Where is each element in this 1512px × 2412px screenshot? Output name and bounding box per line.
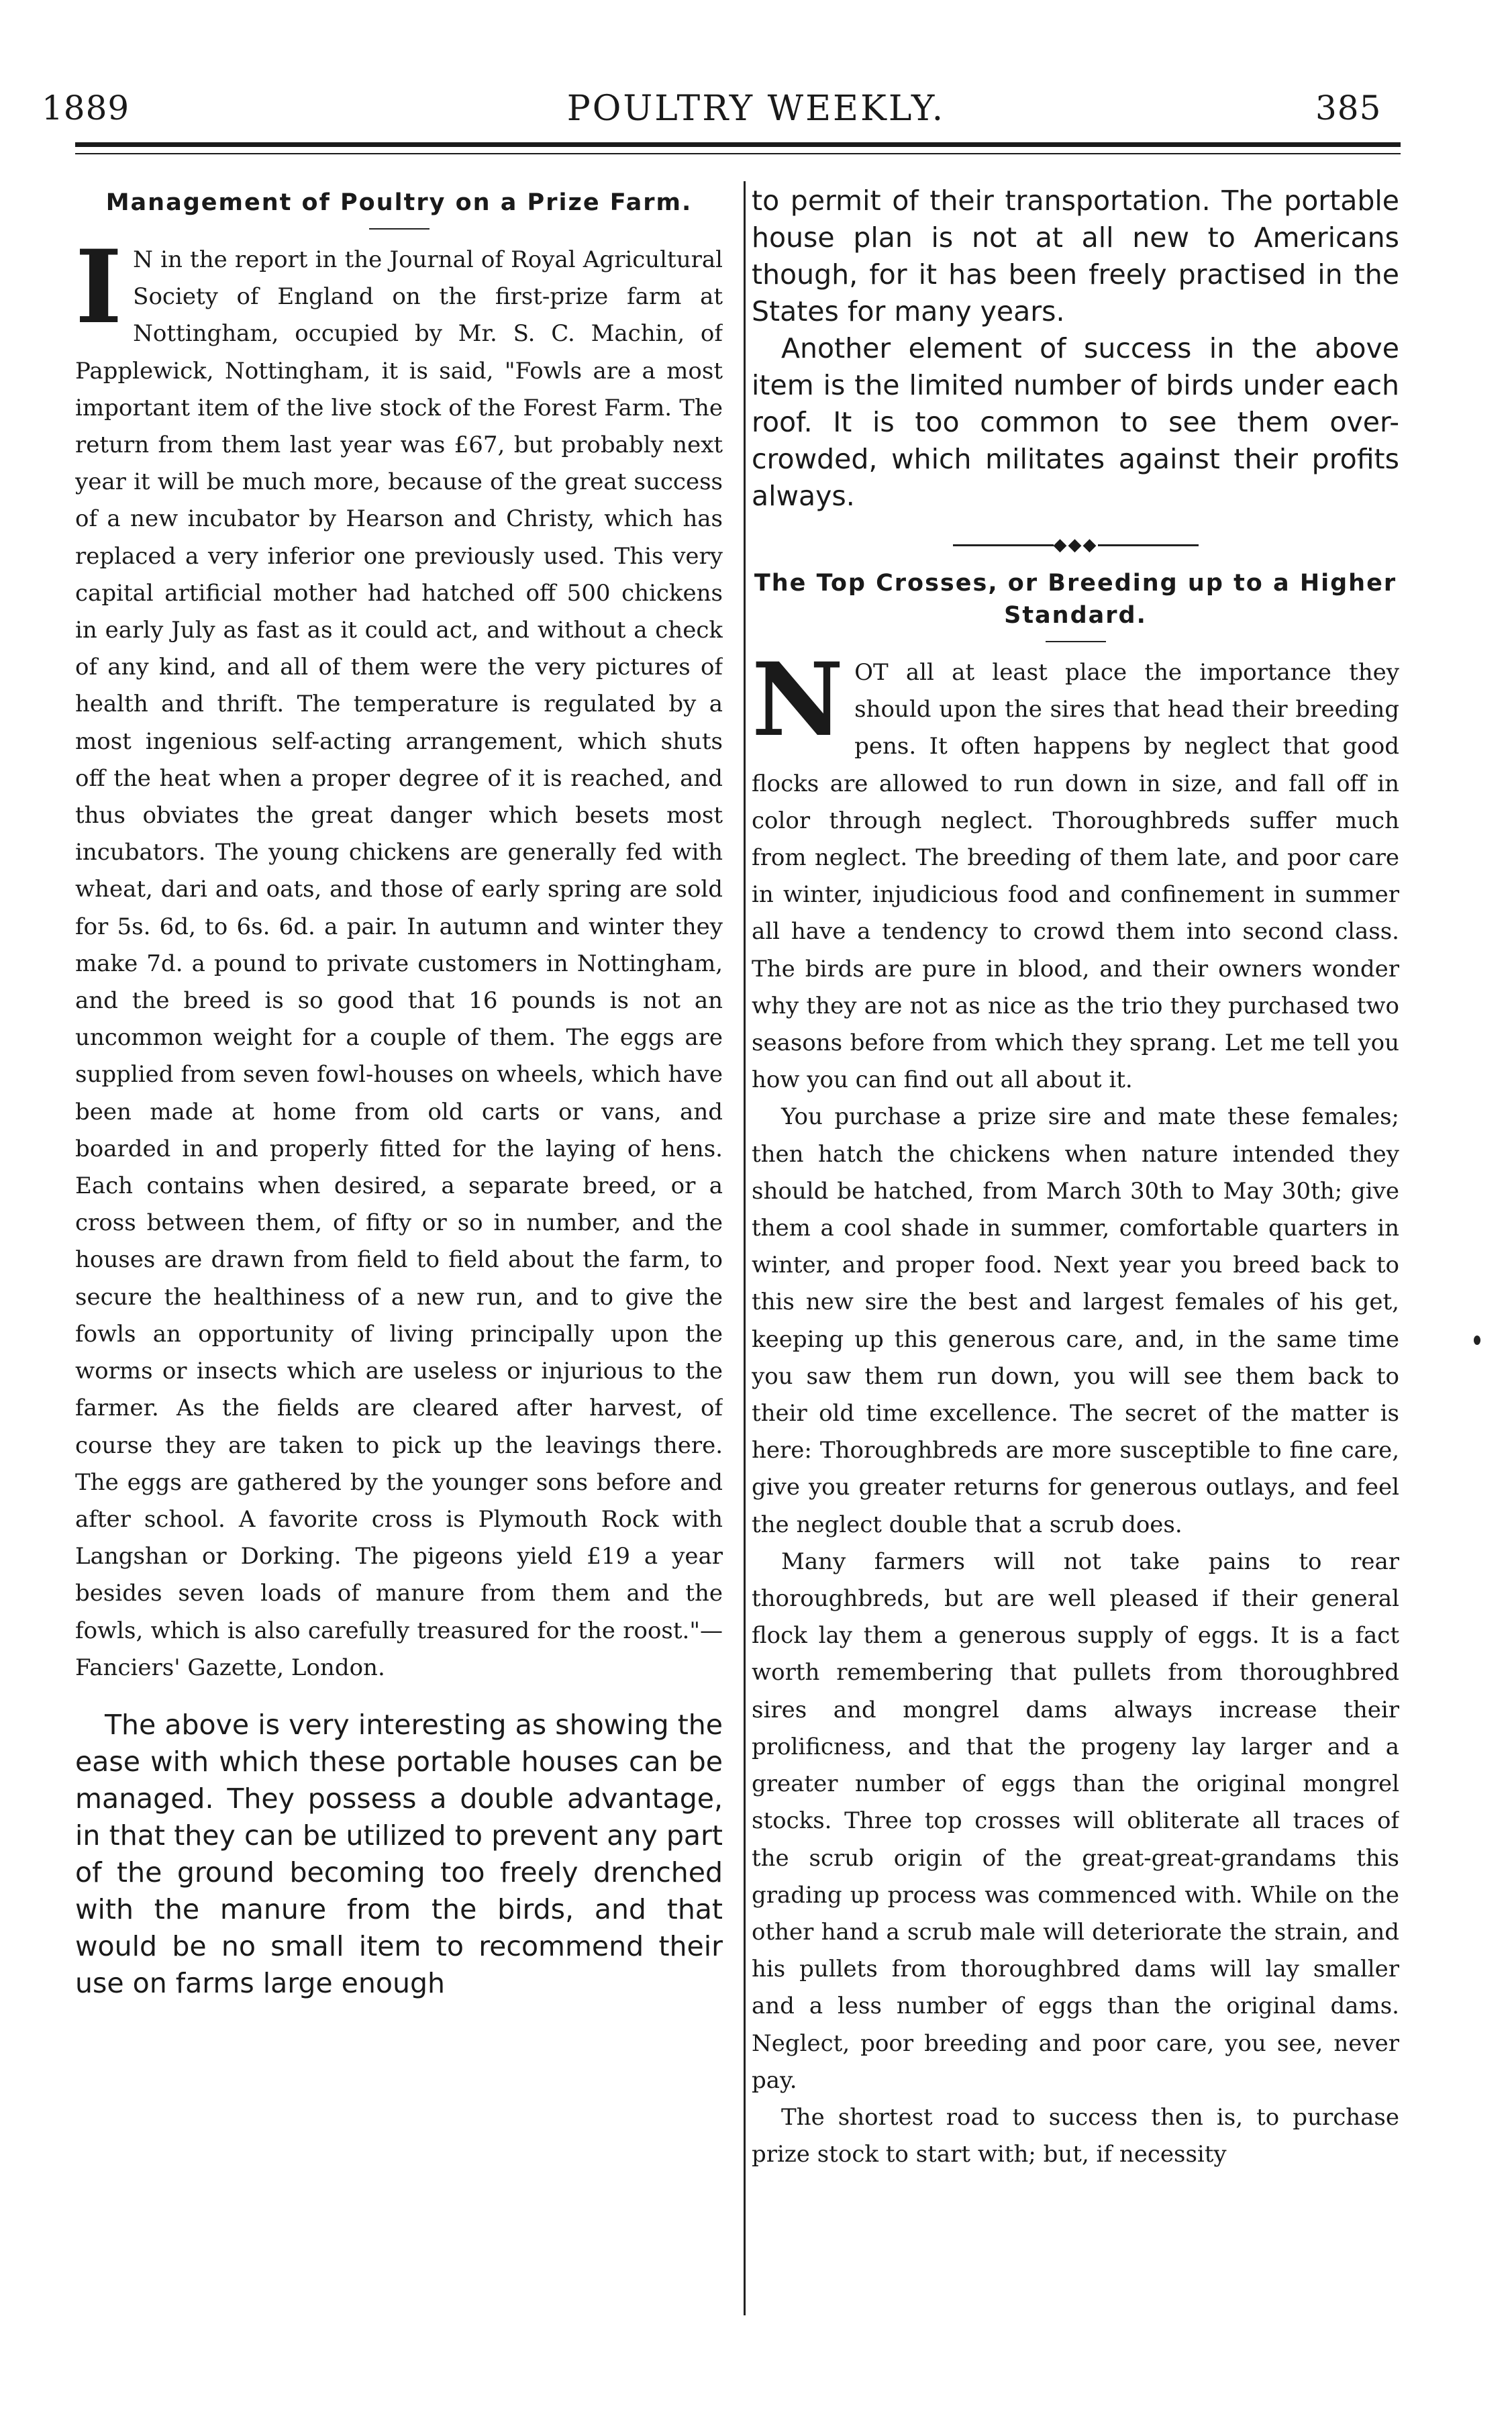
paragraph-text: N in the report in the Journal of Royal Agricultural Society of England on the first-prize farm at Nottingham, occupied by Mr. S. C. Machin, of Papplewick, Nottingham, it is said, "Fowls are a most important item of the live stock of the Forest Farm. The return from them last year was £67, but probably next year it will be much more, because of the great success of a new incubator by Hearson and Christy, which has replaced a very inferior one previously used. This very capital artificial mother had hatched off 500 chickens in early July as fast as it could act, and without a check of any kind, and all of them were the very pictures of health and thrift. The temperature is regulated by a most ingenious self-acting arrangement, which shuts off the heat when a proper degree of it is reached, and thus obviates the great danger which besets most incubators. The young chickens are generally fed with wheat, dari and oats, and those of early spring are sold for 5s. 6d, to 6s. 6d. a pair. In autumn and winter they make 7d. a pound to private customers in Nottingham, and the breed is so good that 16 pounds is not an uncommon weight for a couple of them. The eggs are supplied from seven fowl-houses on wheels, which have been made at home from old carts or vans, and boarded in and properly fitted for the laying of hens. Each contains when desired, a separate breed, or a cross between them, of fifty or so in number, and the houses are drawn from field to field about the farm, to secure the healthiness of a new run, and to give the fowls an opportunity of living principally upon the worms or insects which are useless or injurious to the farmer. As the fields are cleared after harvest, of course they are taken to pick up the leavings there. The eggs are gathered by the younger sons before and after school. A favorite cross is Plymouth Rock with Langshan or Dorking. The pigeons yield £19 a year besides seven loads of manure from them and the fowls, which is also carefully treasured for the roost."—Fanciers' Gazette, London. bbox=[75, 246, 723, 1681]
article-title-top-crosses: The Top Crosses, or Breeding up to a Higher Standard. bbox=[754, 570, 1397, 629]
title-rule bbox=[1046, 641, 1106, 642]
dropcap-letter: N bbox=[752, 641, 844, 759]
header-rule-thick bbox=[75, 142, 1401, 147]
left-column bbox=[75, 183, 723, 2330]
commentary-paragraph: The above is very interesting as showing the ease with which these portable houses can be managed. They possess a double advantage, in that they can be utilized to prevent any part of the ground becoming too freely drenched with the manure from the birds, and that would be no small item to recommend their use on farms large enough bbox=[75, 1708, 723, 1999]
success-paragraph: Another element of success in the above item is the limited number of birds under each roof. It is too common to see them over-crowded, which militates against their profits always. bbox=[752, 332, 1399, 512]
ink-speck bbox=[1474, 1336, 1480, 1345]
column-divider bbox=[744, 181, 746, 2315]
title-rule bbox=[369, 228, 430, 230]
ornament-glyph: ◆◆◆ bbox=[1053, 535, 1098, 555]
article-paragraph: The shortest road to success then is, to purchase prize stock to start with; but, if necessity bbox=[752, 2103, 1399, 2168]
right-column bbox=[752, 183, 1399, 2357]
header-page-number: 385 bbox=[1315, 89, 1382, 128]
paragraph-text: OT all at least place the importance they should upon the sires that head their breeding pens. It often happens by neglect that good flocks are allowed to run down in size, and fall off in color through neglect. Thoroughbreds suffer much from neglect. The breeding of them late, and poor care in winter, injudicious food and confinement in summer all have a tendency to crowd them into second class. The birds are pure in blood, and their owners wonder why they are not as nice as the trio they purchased two seasons before from which they sprang. Let me tell you how you can find out all about it. bbox=[752, 659, 1399, 1094]
header-rule-thin bbox=[75, 153, 1401, 154]
article-title-management: Management of Poultry on a Prize Farm. bbox=[105, 189, 693, 216]
article-paragraph: You purchase a prize sire and mate these females; then hatch the chickens when nature intended they should be hatched, from March 30th to May 30th; give them a cool shade in summer, comfortable quarters in winter, and proper food. Next year you breed back to this new sire the best and largest females of his get, keeping up this generous care, and, in the same time you saw them run down, you will see them back to their old time excellence. The secret of the matter is here: Thoroughbreds are more susceptible to fine care, give you greater returns for generous outlays, and feel the neglect double that a scrub does. bbox=[752, 1103, 1399, 1538]
dropcap-letter: I bbox=[75, 228, 123, 346]
article-paragraph bbox=[75, 228, 723, 1687]
continued-paragraph: to permit of their transportation. The portable house plan is not at all new to Americans though, for it has been freely practised in the States for many years. bbox=[752, 185, 1399, 328]
article-paragraph bbox=[752, 641, 1399, 1099]
ornament-line bbox=[953, 544, 1054, 546]
section-ornament bbox=[752, 535, 1399, 555]
header-year: 1889 bbox=[42, 89, 130, 128]
article-paragraph: Many farmers will not take pains to rear thoroughbreds, but are well pleased if their general flock lay them a generous supply of eggs. It is a fact worth remembering that pullets from thoroughbred sires and mongrel dams always increase their prolificness, and that the progeny lay larger and a greater number of eggs than the original mongrel stocks. Three top crosses will obliterate all traces of the scrub origin of the great-great-grandams this grading up process was commenced with. While on the other hand a scrub male will deteriorate the strain, and his pullets from thoroughbred dams will lay smaller and a less number of eggs than the original dams. Neglect, poor breeding and poor care, you see, never pay. bbox=[752, 1548, 1399, 2094]
ornament-line bbox=[1098, 544, 1199, 546]
header-title: POULTRY WEEKLY. bbox=[566, 89, 946, 129]
